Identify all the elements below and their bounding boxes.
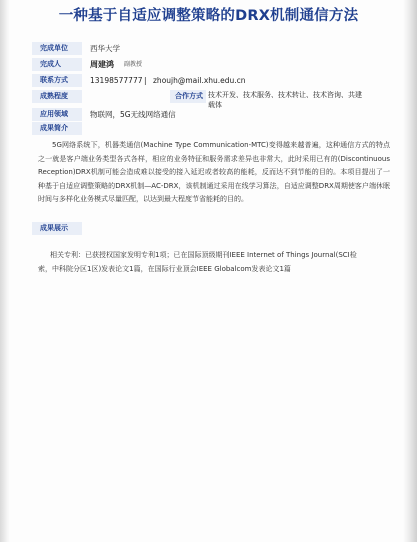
person-title: 副教授 [124, 61, 143, 68]
document-title: 一种基于自适应调整策略的DRX机制通信方法 [58, 8, 359, 24]
contact-phone: 13198577777 [90, 76, 143, 85]
person-label: 完成人 [32, 58, 82, 71]
maturity-label: 成熟程度 [32, 90, 82, 103]
intro-label: 成果简介 [32, 122, 82, 135]
field-value: 物联网，5G无线网络通信 [90, 110, 176, 119]
page-left-shadow [0, 0, 10, 542]
page-right-shadow [403, 0, 417, 542]
intro-paragraph: 5G网络系统下，机器类通信(Machine Type Communication-MTC)变得越来越普遍，这种通信方式的特点之一就是客户端业务类型各式各样，相应的业务特征和服务需求差异也非常大，此时采用已有的(Discontinuous Reception)DRX机制可能会造成难以接受的接入延迟或者较高的能耗，反而达不到节能的目的。本项目提出了一种基于自适应调整策略的DRX机制—AC-DRX，该机制通过采用在线学习算法，自适应调整DRX周期使客户端休眠时间与多样化业务模式尽量匹配，以达到最大程度节省能耗的目的。 [38, 141, 390, 203]
contact-separator: | [144, 76, 147, 85]
coop-value: 技术开发、技术服务、技术转让、技术咨询、共建载体 [208, 91, 362, 109]
results-paragraph: 相关专利：已获授权国家发明专利1项；已在国际顶级期刊IEEE Internet of Things Journal(SCI检索，中科院分区1区)发表论文1篇，在国际行业顶会IEEE Globalcom发表论文1篇 [38, 251, 357, 273]
contact-email: zhoujh@mail.xhu.edu.cn [153, 76, 246, 85]
contact-label: 联系方式 [32, 74, 82, 87]
results-label: 成果展示 [32, 222, 82, 235]
field-label: 应用领域 [32, 108, 82, 121]
coop-label: 合作方式 [170, 90, 206, 103]
person-name: 周建鸿 [90, 60, 114, 69]
unit-label: 完成单位 [32, 42, 82, 55]
unit-value: 西华大学 [90, 44, 120, 53]
